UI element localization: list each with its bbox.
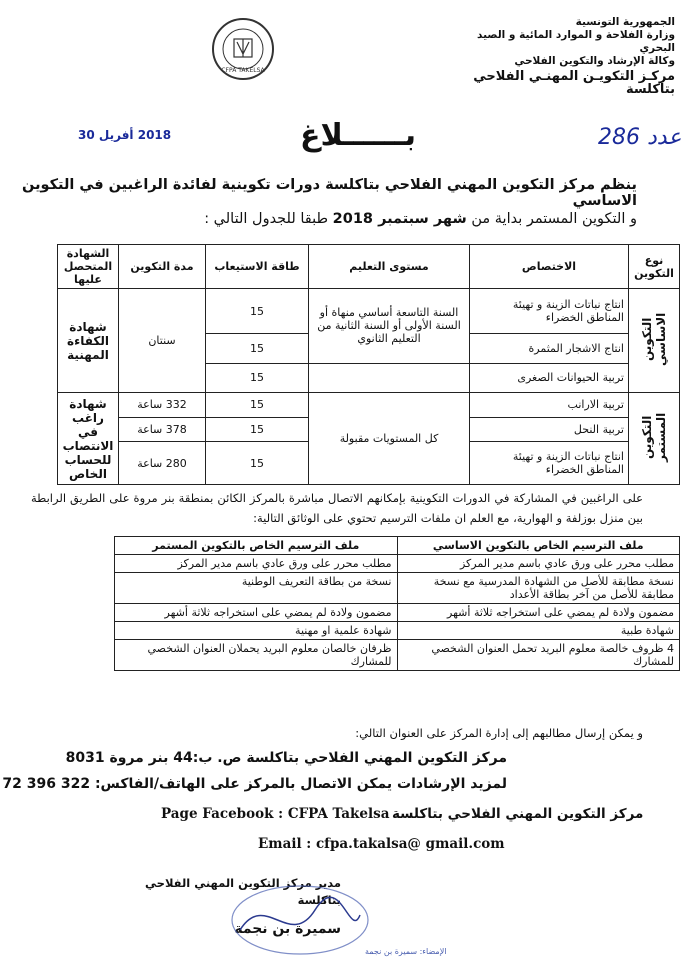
- capacity-cell: 15: [206, 393, 309, 418]
- certificate-cell: شهادة الكفاءة المهنية: [58, 289, 119, 393]
- header-line-4: مركـز التكويـن المهنـي الفلاحي بتاكلسة: [473, 69, 675, 97]
- table-row: [58, 289, 680, 334]
- documents-table: [114, 536, 680, 671]
- col-capacity: طاقة الاستيعاب: [206, 245, 309, 289]
- capacity-cell: 15: [206, 289, 309, 334]
- table-header-row: [115, 537, 680, 555]
- type-continuing: التكوين المستمر: [629, 393, 680, 485]
- signature-stamp: [220, 880, 447, 960]
- letterhead: [445, 16, 675, 96]
- col-level: مستوى التعليم: [309, 245, 470, 289]
- certificate-cell: شهادة راغب في الانتصاب للحساب الخاص: [58, 393, 119, 485]
- contact-paragraph: على الراغبين في المشاركة في الدورات التكوينية بإمكانهم الاتصال مباشرة بالمركز الكائن بمنطقة بنر مروة على الطريق الرابطة بين منزل بوزلفة و الهوارية، مع العلم ان ملفات الترسيم تحتوي على الوثائق التالية:: [31, 491, 643, 525]
- duration-cell: 332 ساعة: [119, 393, 206, 418]
- svg-text:CFPA TAKELSA: CFPA TAKELSA: [221, 67, 265, 74]
- capacity-cell: 15: [206, 334, 309, 364]
- postal-address: مركز التكوين المهني الفلاحي بتاكلسة ص. ب:44 بنر مروة 8031: [65, 750, 507, 766]
- header-line-1: الجمهورية التونسية: [575, 16, 675, 28]
- phone-line: لمزيد الإرشادات يمكن الاتصال بالمركز على الهاتف/الفاكس: 322 396 72: [2, 776, 507, 792]
- specialty-cell: انتاج نباتات الزينة و تهيئة المناطق الخضراء: [470, 442, 629, 485]
- table-header-row: [58, 245, 680, 289]
- capacity-cell: 15: [206, 442, 309, 485]
- svg-text:الإمضاء: سميرة بن نجمة: الإمضاء: سميرة بن نجمة: [365, 947, 447, 956]
- facebook-page[interactable]: Page Facebook : CFPA Takelsa: [161, 806, 390, 822]
- specialty-cell: انتاج نباتات الزينة و تهيئة المناطق الخضراء: [470, 289, 629, 334]
- capacity-cell: 15: [206, 363, 309, 393]
- date-handwritten: 2018 أفريل 30: [78, 128, 172, 142]
- table-row: مطلب محرر على ورق عادي باسم مدير المركز مطلب محرر على ورق عادي باسم مدير المركز: [115, 555, 680, 573]
- capacity-cell: 15: [206, 417, 309, 442]
- type-basic: التكوين الاساسي: [629, 289, 680, 393]
- col-certificate: الشهادة المتحصل عليها: [58, 245, 119, 289]
- specialty-cell: تربية النحل: [470, 417, 629, 442]
- header-line-3: وكالة الإرشاد والتكوين الفلاحي: [514, 55, 675, 67]
- head-continuing: ملف الترسيم الخاص بالتكوين المستمر: [115, 537, 398, 555]
- header-line-2: وزارة الفلاحة و الموارد المائية و الصيد البحري: [477, 29, 675, 54]
- table-row: 4 ظروف خالصة معلوم البريد تحمل العنوان الشخصي للمشارك ظرفان خالصان معلوم البريد يحملان العنوان الشخصي للمشارك: [115, 640, 680, 671]
- facebook-page-name: مركز التكوين المهني الفلاحي بتاكلسة: [392, 806, 644, 822]
- send-requests-text: و يمكن إرسال مطالبهم إلى إدارة المركز على العنوان التالي:: [355, 726, 643, 740]
- table-row: شهادة طبية شهادة علمية او مهنية: [115, 622, 680, 640]
- col-specialty: الاختصاص: [470, 245, 629, 289]
- table-row: مضمون ولادة لم يمضي على استخراجه ثلاثة أشهر مضمون ولادة لم يمضي على استخراجه ثلاثة أشهر: [115, 604, 680, 622]
- specialty-cell: تربية الحيوانات الصغرى: [470, 363, 629, 393]
- signer-name: سميرة بن نجمة: [234, 921, 341, 937]
- col-type: نوع التكوين: [629, 245, 680, 289]
- col-duration: مدة التكوين: [119, 245, 206, 289]
- table-row: [58, 393, 680, 418]
- center-logo: [212, 18, 274, 80]
- level-cell: السنة التاسعة أساسي منهاة أو السنة الأولى أو السنة الثانية من التعليم الثانوي: [309, 289, 470, 364]
- specialty-cell: تربية الارانب: [470, 393, 629, 418]
- level-cell: كل المستويات مقبولة: [309, 393, 470, 485]
- duration-cell: سنتان: [119, 289, 206, 393]
- email-address[interactable]: Email : cfpa.takalsa@ gmail.com: [258, 836, 505, 852]
- specialty-cell: انتاج الاشجار المثمرة: [470, 334, 629, 364]
- signature-block: مدير مركز التكوين المهني الفلاحي بتاكلسة سميرة بن نجمة: [145, 876, 341, 937]
- address-block: [2, 745, 507, 797]
- duration-cell: 280 ساعة: [119, 442, 206, 485]
- page-title: بــــــلاغ: [300, 118, 417, 153]
- intro-line-2: و التكوين المستمر بداية من شهر سبتمبر 2018 طبقا للجدول التالي :: [204, 211, 637, 227]
- training-table: [57, 244, 680, 485]
- reference-number: عدد 286: [598, 125, 682, 150]
- table-row: نسخة مطابقة للأصل من الشهادة المدرسية مع نسخة مطابقة للأصل من آخر بطاقة الأعداد نسخة من بطاقة التعريف الوطنية: [115, 573, 680, 604]
- duration-cell: 378 ساعة: [119, 417, 206, 442]
- head-basic: ملف الترسيم الخاص بالتكوين الاساسي: [397, 537, 680, 555]
- intro-line-1: ينظم مركز التكوين المهني الفلاحي بتاكلسة دورات تكوينية لفائدة الراغبين في التكوين الاساسي: [22, 177, 637, 209]
